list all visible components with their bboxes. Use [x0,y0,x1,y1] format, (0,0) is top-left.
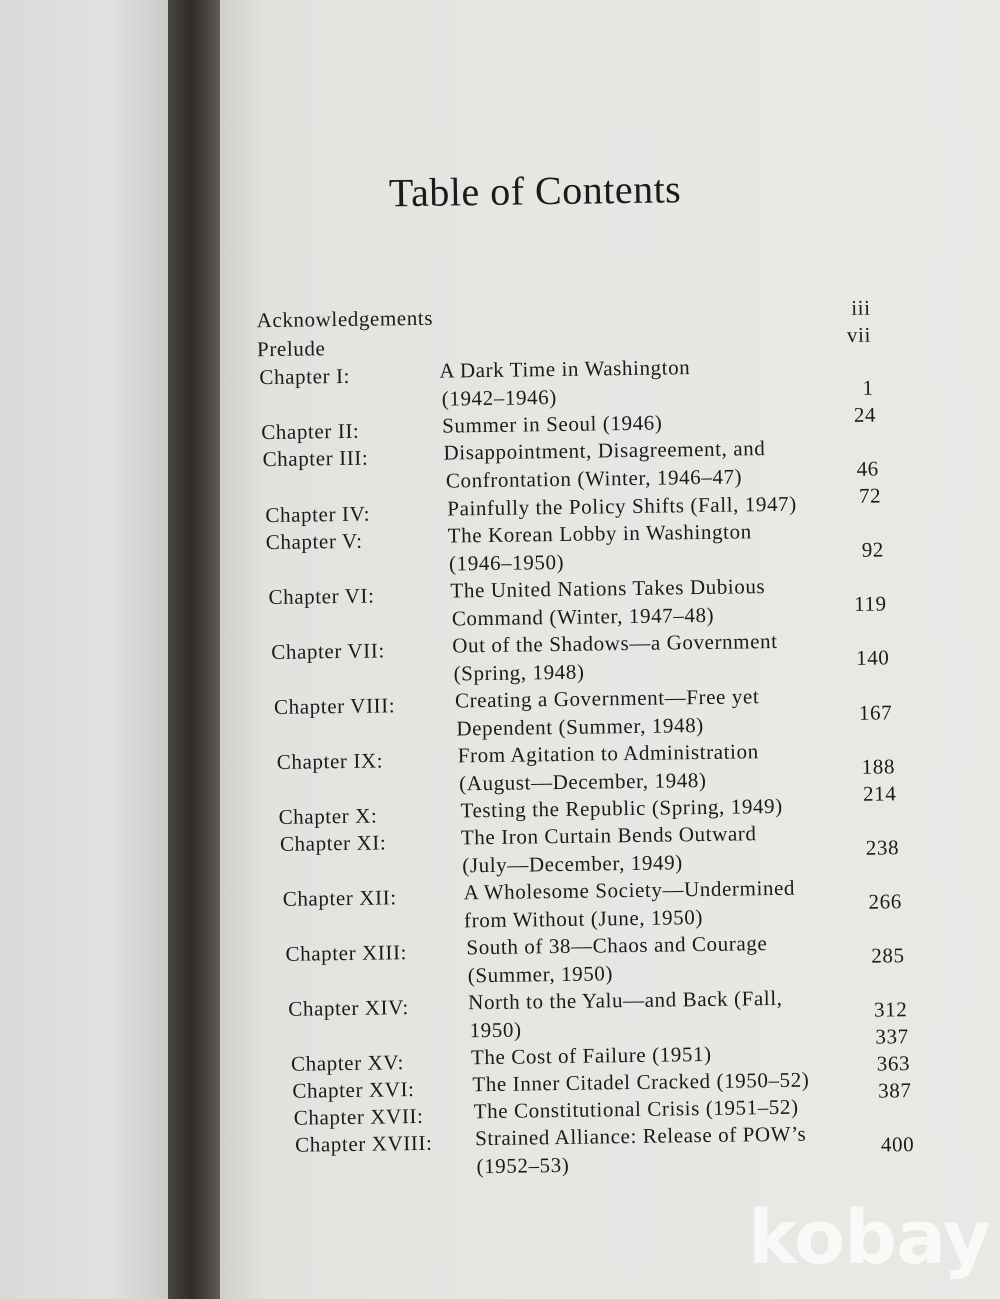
toc-chapter-page: 387 [878,1078,912,1103]
toc-page-acknowledgements: iii [851,295,871,320]
toc-chapter-title: Strained Alliance: Release of POW’s [474,1121,807,1151]
toc-chapter-page: 337 [875,1024,909,1049]
toc-chapter-title: South of 38—Chaos and Courage [466,931,768,960]
kobay-watermark: kobay [748,1195,990,1281]
toc-chapter-title: A Dark Time in Washington [439,355,691,383]
toc-chapter-title-cont: Confrontation (Winter, 1946–47) [445,464,743,493]
toc-chapter-title-cont: (1946–1950) [448,549,565,576]
toc-chapter-page: 312 [873,997,908,1022]
toc-chapter-title: Creating a Government—Free yet [454,684,760,713]
toc-chapter-title-cont: (1952–53) [476,1152,570,1179]
toc-chapter-title-cont: (July—December, 1949) [462,850,683,878]
toc-chapter-page: 285 [871,943,905,968]
toc-chapter-title: Disappointment, Disagreement, and [443,436,766,465]
toc-chapter-title: A Wholesome Society—Undermined [463,875,796,905]
toc-chapter-title-cont: Dependent (Summer, 1948) [456,712,704,741]
toc-chapter-label: Chapter IX: [276,748,384,774]
toc-chapter-page: 24 [853,402,877,427]
toc-chapter-page: 72 [858,483,882,508]
toc-chapter-title: The Iron Curtain Bends Outward [460,821,757,850]
toc-chapter-label: Chapter XVIII: [295,1130,433,1157]
toc-chapter-label: Chapter II: [261,418,360,445]
toc-chapter-title: The Constitutional Crisis (1951–52) [473,1094,799,1124]
toc-chapter-title-cont: (Spring, 1948) [453,659,585,686]
toc-chapter-label: Chapter VI: [268,583,375,610]
toc-chapter-label: Chapter XIV: [288,995,409,1021]
page-title: Table of Contents [388,166,682,216]
toc-chapter-title: Painfully the Policy Shifts (Fall, 1947) [447,491,797,521]
toc-chapter-title: Out of the Shadows—a Government [452,628,778,658]
toc-page-prelude: vii [846,322,872,347]
toc-chapter-page: 167 [858,700,893,725]
toc-label-prelude: Prelude [256,336,326,362]
toc-chapter-page: 119 [853,591,887,616]
toc-chapter-title-cont: (1942–1946) [441,385,558,411]
toc-chapter-label: Chapter VII: [271,638,386,665]
toc-chapter-page: 363 [876,1051,911,1076]
toc-chapter-label: Chapter IV: [265,501,371,528]
toc-chapter-page: 92 [861,537,885,562]
toc-label-acknowledgements: Acknowledgements [256,305,434,333]
toc-chapter-title: The Cost of Failure (1951) [470,1041,712,1070]
toc-chapter-title: North to the Yalu—and Back (Fall, [468,985,783,1015]
toc-chapter-title: The Inner Citadel Cracked (1950–52) [472,1067,810,1097]
toc-chapter-title: Summer in Seoul (1946) [441,410,663,438]
toc-chapter-title: Testing the Republic (Spring, 1949) [460,793,783,823]
toc-chapter-page: 1 [862,375,874,400]
toc-chapter-label: Chapter XI: [279,830,387,856]
toc-chapter-label: Chapter I: [259,363,351,390]
toc-chapter-page: 266 [868,889,903,914]
toc-chapter-page: 46 [856,456,879,481]
toc-chapter-title: From Agitation to Administration [457,739,759,768]
toc-chapter-label: Chapter XV: [290,1050,405,1076]
toc-chapter-label: Chapter XIII: [285,940,408,966]
toc-chapter-title-cont: (August—December, 1948) [458,767,707,796]
toc-chapter-label: Chapter X: [278,803,378,829]
toc-chapter-title: The United Nations Takes Dubious [450,574,766,603]
toc-chapter-page: 188 [861,754,896,779]
toc-chapter-label: Chapter III: [262,445,369,472]
toc-chapter-label: Chapter XVII: [293,1103,424,1130]
toc-chapter-label: Chapter XII: [282,885,397,911]
toc-chapter-label: Chapter XVI: [292,1077,415,1103]
toc-chapter-page: 400 [880,1132,915,1157]
toc-chapter-title-cont: (Summer, 1950) [467,961,614,988]
toc-chapter-page: 238 [865,835,900,860]
toc-chapter-title-cont: from Without (June, 1950) [463,905,704,933]
toc-chapter-label: Chapter V: [265,528,363,555]
toc-chapter-page: 214 [862,781,897,806]
toc-chapter-page: 140 [855,645,890,670]
toc-chapter-title: The Korean Lobby in Washington [447,519,752,548]
toc-chapter-title-cont: 1950) [469,1017,522,1043]
toc-chapter-title-cont: Command (Winter, 1947–48) [451,602,715,631]
toc-chapter-label: Chapter VIII: [273,693,396,719]
